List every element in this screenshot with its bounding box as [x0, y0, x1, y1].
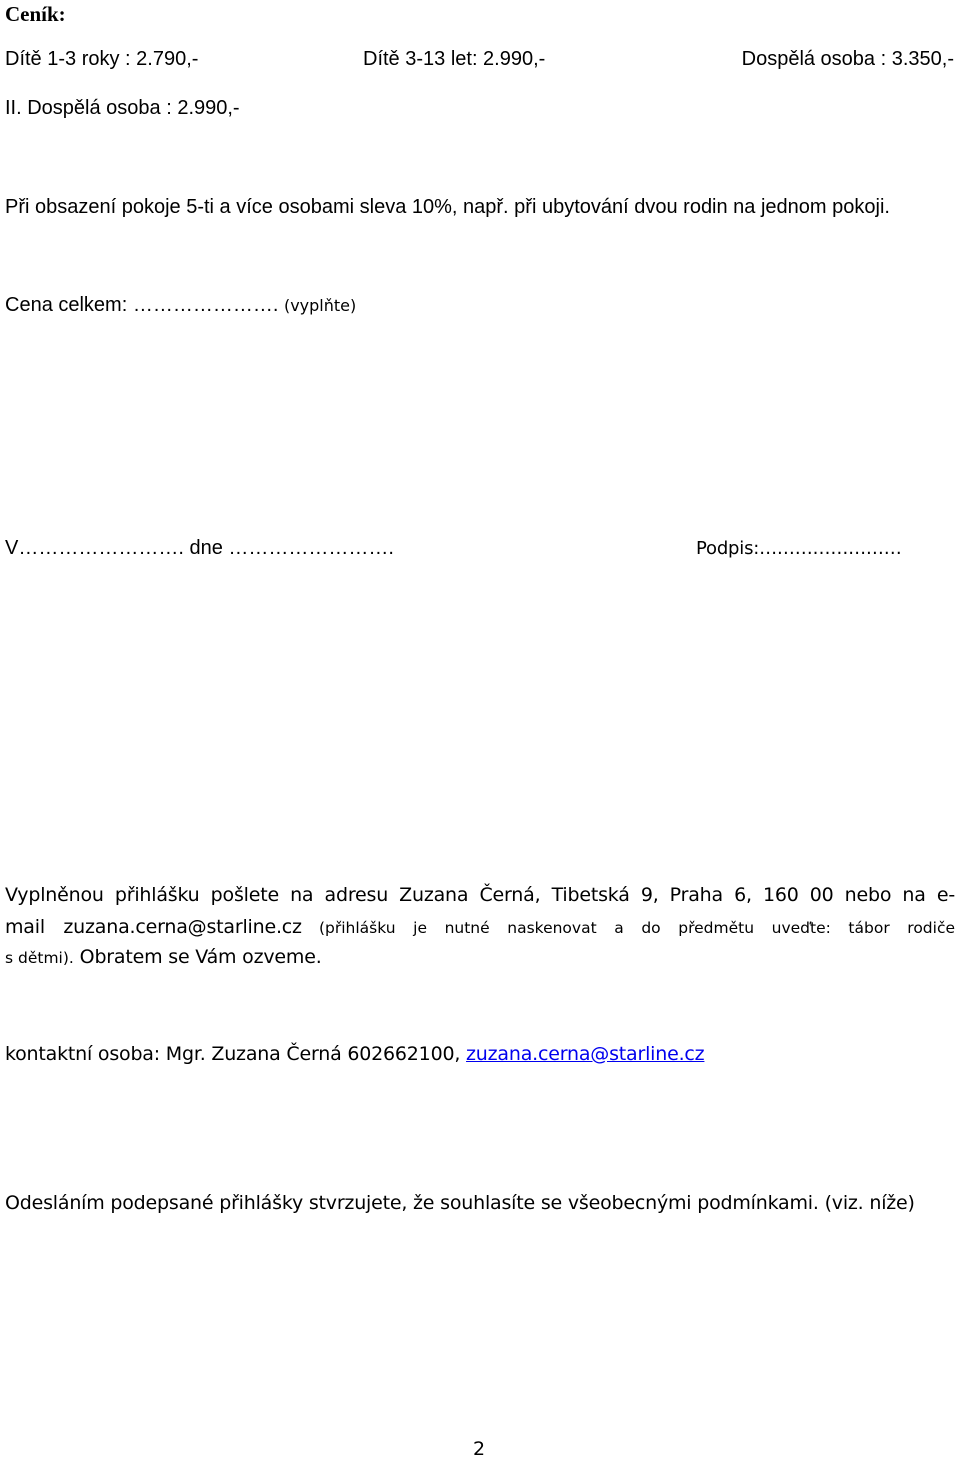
contact-email-link[interactable]: zuzana.cerna@starline.cz	[466, 1043, 705, 1065]
price-child-3-13: Dítě 3-13 let: 2.990,-	[363, 48, 546, 70]
contact-text: kontaktní osoba: Mgr. Zuzana Černá 602662100,	[5, 1043, 467, 1065]
place-date-field[interactable]: V……………………. dne …………………….	[5, 537, 394, 559]
price-list-heading: Ceník:	[5, 2, 66, 26]
total-price-hint[interactable]: (vyplňte)	[283, 296, 357, 315]
send-info-note: (přihlášku je nutné naskenovat a do předmětu uveďte: tábor rodiče	[318, 919, 956, 937]
send-info-reply: Obratem se Vám ozveme.	[73, 946, 322, 968]
price-second-adult: II. Dospělá osoba : 2.990,-	[5, 97, 240, 119]
total-price-label: Cena celkem: ………………….	[5, 294, 284, 316]
signature-field[interactable]: Podpis:……………………	[696, 538, 902, 559]
price-adult: Dospělá osoba : 3.350,-	[741, 48, 954, 70]
total-price-line	[5, 294, 356, 317]
send-info-note-end: s dětmi).	[5, 949, 74, 967]
consent-note: Odesláním podepsané přihlášky stvrzujete, že souhlasíte se všeobecnými podmínkami. (viz. níže)	[5, 1192, 915, 1214]
price-child-1-3: Dítě 1-3 roky : 2.790,-	[5, 48, 199, 70]
send-info-line-2	[5, 916, 955, 938]
send-info-line-3	[5, 946, 322, 968]
contact-line	[5, 1043, 704, 1065]
send-info-email: mail zuzana.cerna@starline.cz	[5, 916, 302, 938]
discount-note: Při obsazení pokoje 5-ti a více osobami sleva 10%, např. při ubytování dvou rodin na jednom pokoji.	[5, 196, 890, 218]
send-info-line-1: Vyplněnou přihlášku pošlete na adresu Zuzana Černá, Tibetská 9, Praha 6, 160 00 nebo na e-	[5, 884, 955, 906]
page-number: 2	[473, 1438, 485, 1460]
